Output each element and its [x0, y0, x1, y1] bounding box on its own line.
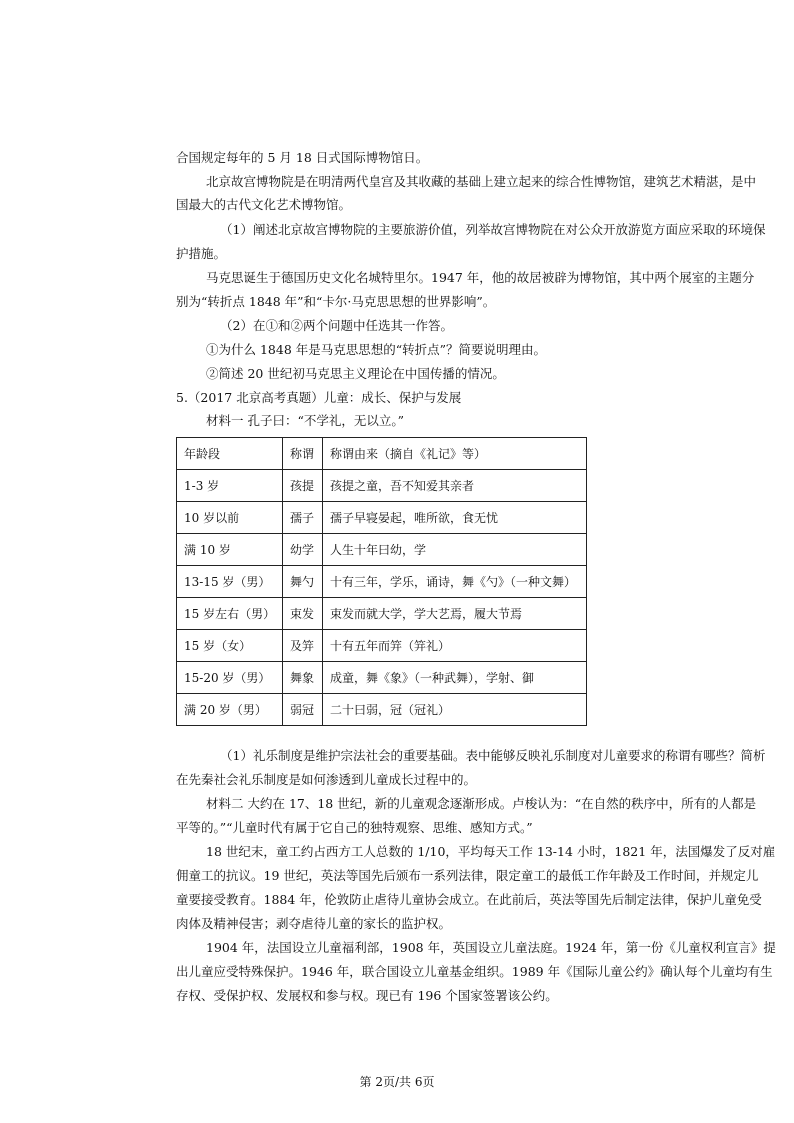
table-cell: 及笄 [283, 630, 323, 662]
table-header-cell: 年龄段 [177, 438, 283, 470]
paragraph-line: 国最大的古代文化艺术博物馆。 [176, 197, 352, 212]
table-cell: 舞象 [283, 662, 323, 694]
table-cell: 幼学 [283, 534, 323, 566]
table-cell: 成童，舞《象》（一种武舞），学射、御 [323, 662, 587, 694]
table-cell: 满 20 岁（男） [177, 694, 283, 726]
paragraph-line: 肉体及精神侵害；剥夺虐待儿童的家长的监护权。 [176, 916, 452, 931]
material-line: 材料二 大约在 17、18 世纪，新的儿童观念逐渐形成。卢梭认为：“在自然的秩序中，所有的人都是 [206, 796, 757, 811]
table-cell: 舞勺 [283, 566, 323, 598]
material-line: 平等的。”“儿童时代有属于它自己的独特观察、思维、感知方式。” [176, 820, 533, 835]
table-cell: 满 10 岁 [177, 534, 283, 566]
table-row [177, 470, 587, 502]
paragraph-line: 18 世纪末，童工约占西方工人总数的 1/10，平均每天工作 13-14 小时，1821 年，法国爆发了反对雇 [206, 844, 776, 859]
table-row [177, 662, 587, 694]
paragraph-line: 童要接受教育。1884 年，伦敦防止虐待儿童协会成立。在此前后，英法等国先后制定法律，保护儿童免受 [176, 892, 762, 907]
table-cell: 1-3 岁 [177, 470, 283, 502]
question-line: （1）阐述北京故宫博物院的主要旅游价值，列举故宫博物院在对公众开放游览方面应采取的环境保 [220, 222, 766, 237]
table-cell: 十有五年而笄（笄礼） [323, 630, 587, 662]
table-header-cell: 称谓 [283, 438, 323, 470]
page-number-footer: 第 2页/共 6页 [359, 1075, 435, 1089]
table-cell: 二十曰弱，冠（冠礼） [323, 694, 587, 726]
table-cell: 孩提之童，吾不知爱其亲者 [323, 470, 587, 502]
paragraph-line: 北京故宫博物院是在明清两代皇宫及其收藏的基础上建立起来的综合性博物馆，建筑艺术精湛，是中 [206, 174, 757, 189]
question-line: （2）在①和②两个问题中任选其一作答。 [220, 318, 453, 333]
table-cell: 弱冠 [283, 694, 323, 726]
table-cell: 15 岁（女） [177, 630, 283, 662]
question-line: （1）礼乐制度是维护宗法社会的重要基础。表中能够反映礼乐制度对儿童要求的称谓有哪些？简析 [220, 748, 766, 763]
table-cell: 15 岁左右（男） [177, 598, 283, 630]
table-cell: 人生十年曰幼，学 [323, 534, 587, 566]
question-heading: 5.（2017 北京高考真题）儿童：成长、保护与发展 [176, 390, 462, 405]
table-header-row [177, 438, 587, 470]
age-title-table [176, 437, 587, 726]
paragraph-line: 1904 年，法国设立儿童福利部，1908 年，英国设立儿童法庭。1924 年，第一份《儿童权利宣言》提 [206, 940, 776, 955]
table-row [177, 534, 587, 566]
table-cell: 束发而就大学，学大艺焉，履大节焉 [323, 598, 587, 630]
material-line: 材料一 孔子曰：“不学礼，无以立。” [206, 413, 405, 428]
table-cell: 15-20 岁（男） [177, 662, 283, 694]
table-cell: 孺子 [283, 502, 323, 534]
table-cell: 十有三年，学乐，诵诗，舞《勺》（一种文舞） [323, 566, 587, 598]
table-row [177, 630, 587, 662]
paragraph-line: 存权、受保护权、发展权和参与权。现已有 196 个国家签署该公约。 [176, 988, 558, 1003]
question-option: ②简述 20 世纪初马克思主义理论在中国传播的情况。 [206, 366, 505, 381]
table-cell: 13-15 岁（男） [177, 566, 283, 598]
table-row [177, 694, 587, 726]
paragraph-line: 出儿童应受特殊保护。1946 年，联合国设立儿童基金组织。1989 年《国际儿童公约》确认每个儿童均有生 [176, 964, 773, 979]
paragraph-line: 合国规定每年的 5 月 18 日式国际博物馆日。 [176, 150, 429, 165]
table-cell: 孺子早寝晏起，唯所欲，食无忧 [323, 502, 587, 534]
paragraph-line: 别为“转折点 1848 年”和“卡尔·马克思思想的世界影响”。 [176, 294, 496, 309]
table-cell: 孩提 [283, 470, 323, 502]
paragraph-line: 佣童工的抗议。19 世纪，英法等国先后颁布一系列法律，限定童工的最低工作年龄及工作时间，并规定儿 [176, 868, 759, 883]
table-row [177, 566, 587, 598]
table-cell: 10 岁以前 [177, 502, 283, 534]
table-row [177, 502, 587, 534]
question-line: 护措施。 [176, 246, 227, 261]
paragraph-line: 马克思诞生于德国历史文化名城特里尔。1947 年，他的故居被辟为博物馆，其中两个展室的主题分 [206, 270, 755, 285]
table-cell: 束发 [283, 598, 323, 630]
table-row [177, 598, 587, 630]
question-line: 在先秦社会礼乐制度是如何渗透到儿童成长过程中的。 [176, 772, 477, 787]
table-header-cell: 称谓由来（摘自《礼记》等） [323, 438, 587, 470]
question-option: ①为什么 1848 年是马克思思想的“转折点”？简要说明理由。 [206, 342, 547, 357]
